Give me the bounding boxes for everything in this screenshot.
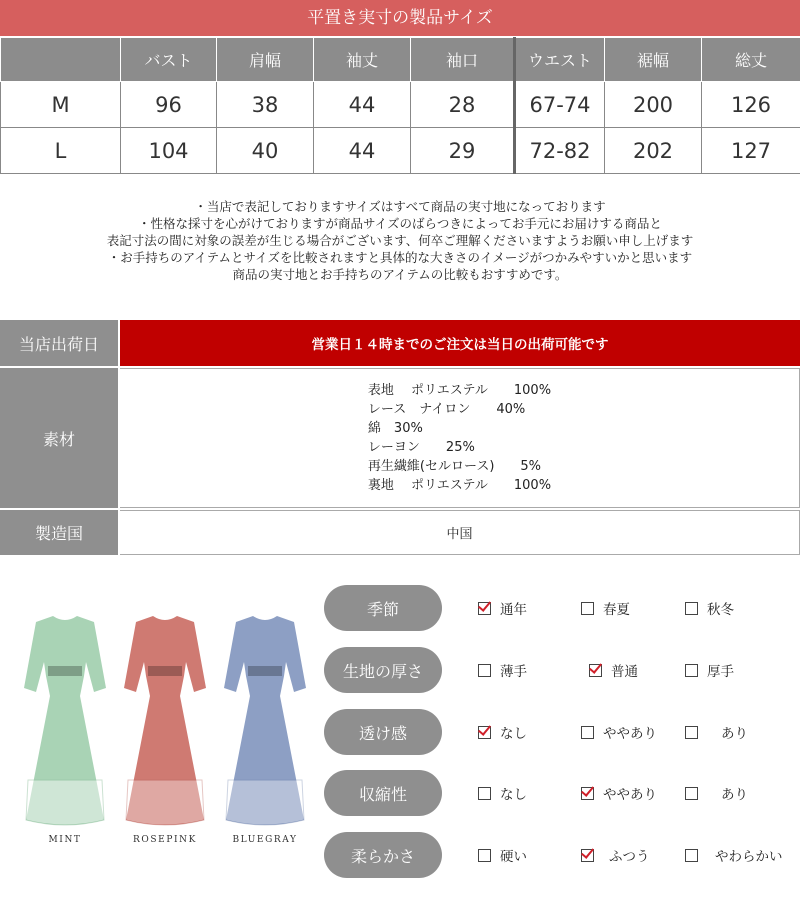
checkbox[interactable] — [478, 664, 491, 677]
size-notes — [0, 198, 800, 283]
size-cell: 44 — [314, 128, 411, 174]
country-label: 製造国 — [0, 510, 118, 555]
note-line: ・性格な採寸を心がけておりますが商品サイズのばらつきによってお手元にお届けする商品と — [138, 216, 662, 231]
dress-bluegray-image — [220, 610, 310, 832]
dress-bluegray-waist — [248, 666, 282, 676]
checkbox[interactable] — [478, 726, 491, 739]
option-stretch-none[interactable]: なし — [478, 770, 527, 816]
attr-label-softness: 柔らかさ — [324, 832, 442, 878]
attr-row-thickness — [324, 647, 800, 693]
checkbox[interactable] — [589, 664, 602, 677]
checkbox[interactable] — [685, 849, 698, 862]
option-sheerness-slight[interactable]: ややあり — [581, 709, 657, 755]
size-header-row — [1, 38, 800, 82]
dress-color-variants — [20, 610, 310, 850]
size-label: L — [1, 128, 121, 174]
size-cell: 126 — [702, 82, 800, 128]
size-header-sleeve-length: 袖丈 — [314, 38, 411, 82]
note-line: 表記寸法の間に対象の誤差が生じる場合がございます、何卒ご理解くださいますようお願い申し上げます — [106, 233, 694, 248]
size-header-total-length: 総丈 — [702, 38, 800, 82]
dress-mint-waist — [48, 666, 82, 676]
option-stretch-yes[interactable]: あり — [685, 770, 748, 816]
attr-label-season: 季節 — [324, 585, 442, 631]
size-header-blank — [1, 38, 121, 82]
size-header-bust: バスト — [121, 38, 217, 82]
dress-bluegray — [220, 610, 310, 845]
shipping-label: 当店出荷日 — [0, 320, 118, 366]
checkbox[interactable] — [581, 849, 594, 862]
checkbox[interactable] — [478, 602, 491, 615]
note-line: 商品の実寸地とお手持ちのアイテムの比較もおすすめです。 — [232, 267, 568, 282]
checkbox[interactable] — [581, 602, 594, 615]
dress-rosepink-image — [120, 610, 210, 832]
size-cell: 127 — [702, 128, 800, 174]
option-softness-soft[interactable]: やわらかい — [685, 832, 783, 878]
dress-bluegray-lace — [226, 780, 304, 825]
material-value — [120, 368, 800, 508]
size-cell: 38 — [217, 82, 314, 128]
material-row — [0, 368, 800, 510]
dress-label-bluegray: BLUEGRAY — [232, 835, 298, 845]
dress-mint-image — [20, 610, 110, 832]
option-season-all[interactable]: 通年 — [478, 585, 527, 631]
attr-row-season — [324, 585, 800, 631]
country-row — [0, 510, 800, 557]
checkbox[interactable] — [478, 787, 491, 800]
dress-label-mint: MINT — [48, 835, 82, 845]
size-cell: 104 — [121, 128, 217, 174]
option-stretch-slight[interactable]: ややあり — [581, 770, 657, 816]
material-line: レーヨン 25% — [367, 440, 475, 455]
size-cell: 202 — [605, 128, 702, 174]
size-cell: 67-74 — [515, 82, 605, 128]
option-thickness-normal[interactable]: 普通 — [589, 647, 638, 693]
dress-rosepink-lace — [126, 780, 204, 825]
attr-row-softness — [324, 832, 800, 878]
size-cell: 40 — [217, 128, 314, 174]
size-label: M — [1, 82, 121, 128]
size-cell: 44 — [314, 82, 411, 128]
dress-rosepink — [120, 610, 210, 845]
option-softness-normal[interactable]: ふつう — [581, 832, 650, 878]
size-row-m — [1, 82, 800, 128]
size-cell: 28 — [411, 82, 515, 128]
size-header-hem: 裾幅 — [605, 38, 702, 82]
attr-row-stretch — [324, 770, 800, 816]
checkbox[interactable] — [581, 726, 594, 739]
material-line: 綿 30% — [367, 421, 423, 436]
size-header-shoulder: 肩幅 — [217, 38, 314, 82]
dress-label-rosepink: ROSEPINK — [133, 835, 197, 845]
attr-row-sheerness — [324, 709, 800, 755]
option-sheerness-none[interactable]: なし — [478, 709, 527, 755]
note-line: ・お手持ちのアイテムとサイズを比較されますと具体的な大きさのイメージがつかみやすいかと思います — [107, 250, 693, 265]
attr-label-stretch: 収縮性 — [324, 770, 442, 816]
checkbox[interactable] — [685, 602, 698, 615]
option-season-spring-summer[interactable]: 春夏 — [581, 585, 630, 631]
materials-list — [368, 381, 551, 495]
material-line: レース ナイロン 40% — [367, 402, 526, 417]
dress-mint-lace — [26, 780, 104, 825]
size-cell: 200 — [605, 82, 702, 128]
checkbox[interactable] — [685, 726, 698, 739]
size-cell: 29 — [411, 128, 515, 174]
shipping-row — [0, 320, 800, 368]
note-line: ・当店で表記しておりますサイズはすべて商品の実寸地になっております — [194, 199, 606, 214]
attr-label-thickness: 生地の厚さ — [324, 647, 442, 693]
material-line: 再生繊維(セルロース) 5% — [367, 459, 542, 474]
country-value: 中国 — [120, 510, 800, 555]
material-label: 素材 — [0, 368, 118, 508]
size-cell: 96 — [121, 82, 217, 128]
checkbox[interactable] — [685, 664, 698, 677]
material-line: 表地 ポリエステル 100% — [367, 383, 552, 398]
option-thickness-thin[interactable]: 薄手 — [478, 647, 527, 693]
checkbox[interactable] — [581, 787, 594, 800]
option-softness-hard[interactable]: 硬い — [478, 832, 527, 878]
size-chart-title: 平置き実寸の製品サイズ — [0, 0, 800, 36]
dress-mint — [20, 610, 110, 845]
size-cell: 72-82 — [515, 128, 605, 174]
size-table — [0, 37, 800, 174]
dress-rosepink-waist — [148, 666, 182, 676]
option-thickness-thick[interactable]: 厚手 — [685, 647, 734, 693]
checkbox[interactable] — [478, 849, 491, 862]
shipping-value: 営業日１４時までのご注文は当日の出荷可能です — [120, 320, 800, 366]
product-info-table — [0, 320, 800, 557]
size-header-cuff: 袖口 — [411, 38, 515, 82]
size-row-l — [1, 128, 800, 174]
size-header-waist: ウエスト — [515, 38, 605, 82]
option-sheerness-yes[interactable]: あり — [685, 709, 748, 755]
option-season-autumn-winter[interactable]: 秋冬 — [685, 585, 734, 631]
checkbox[interactable] — [685, 787, 698, 800]
material-line: 裏地 ポリエステル 100% — [367, 478, 552, 493]
attr-label-sheerness: 透け感 — [324, 709, 442, 755]
